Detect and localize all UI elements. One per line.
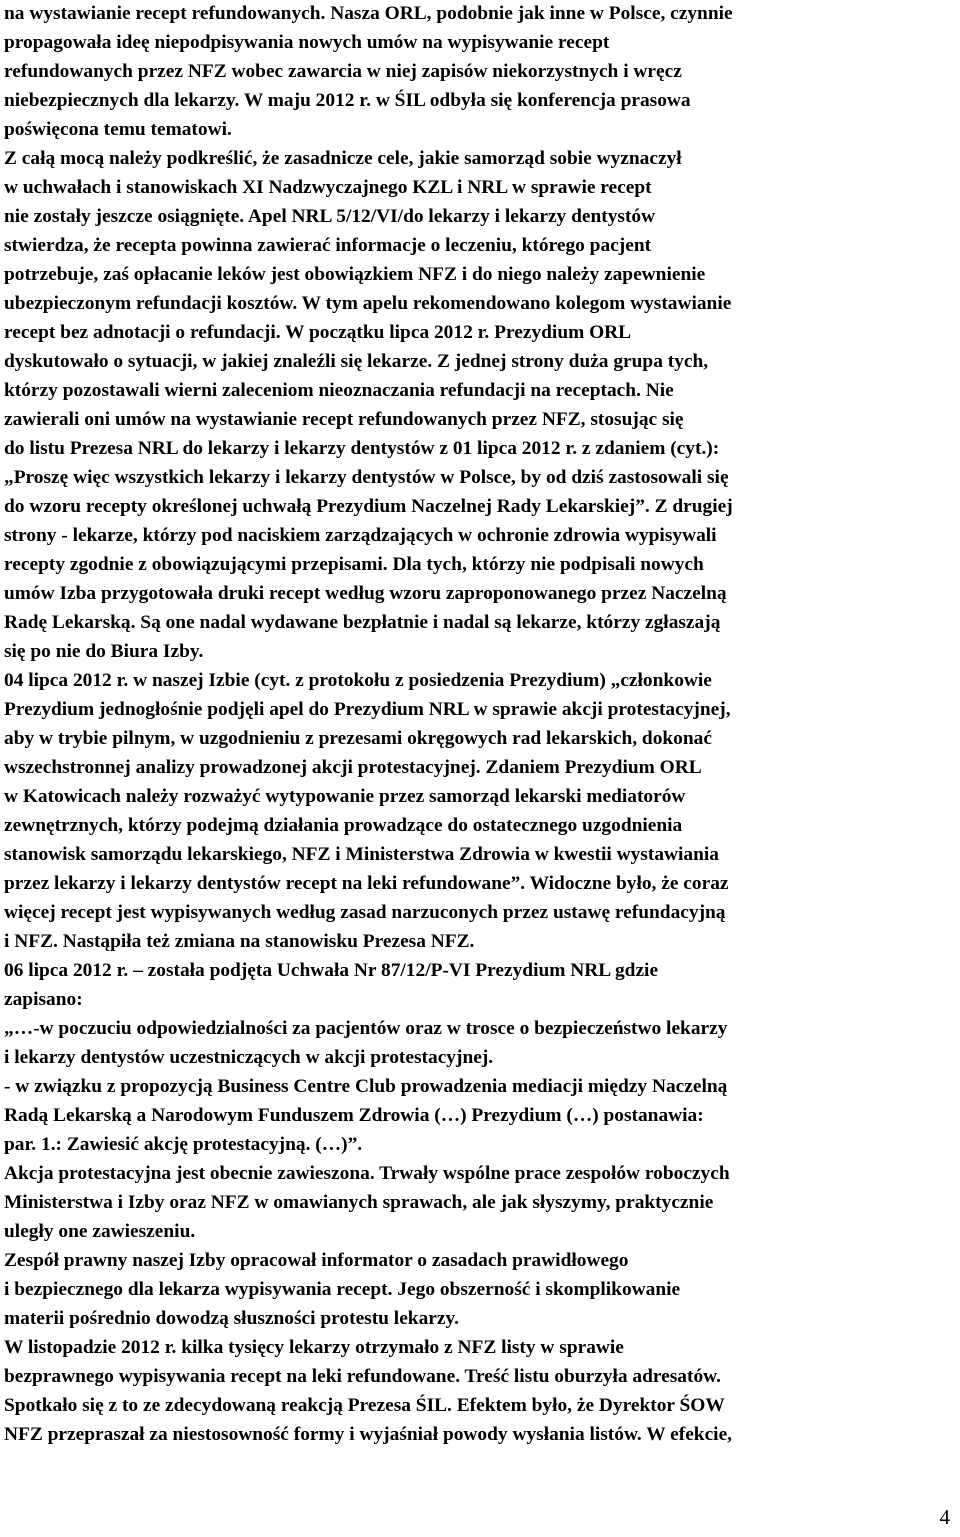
text-line: niebezpiecznych dla lekarzy. W maju 2012 r. w ŚIL odbyła się konferencja prasowa (4, 90, 691, 111)
text-line: Radą Lekarską a Narodowym Funduszem Zdrowia (…) Prezydium (…) postanawia: (4, 1105, 704, 1126)
text-line: w uchwałach i stanowiskach XI Nadzwyczajnego KZL i NRL w sprawie recept (4, 177, 652, 198)
text-line: stanowisk samorządu lekarskiego, NFZ i Ministerstwa Zdrowia w kwestii wystawiania (4, 844, 719, 865)
text-line: umów Izba przygotowała druki recept według wzoru zaproponowanego przez Naczelną (4, 583, 727, 604)
text-line: do listu Prezesa NRL do lekarzy i lekarzy dentystów z 01 lipca 2012 r. z zdaniem (cyt.): (4, 438, 720, 459)
text-line: „Proszę więc wszystkich lekarzy i lekarzy dentystów w Polsce, by od dziś zastosowali się (4, 467, 729, 488)
text-line: W listopadzie 2012 r. kilka tysięcy lekarzy otrzymało z NFZ listy w sprawie (4, 1337, 624, 1358)
text-line: 06 lipca 2012 r. – została podjęta Uchwała Nr 87/12/P-VI Prezydium NRL gdzie (4, 960, 659, 981)
text-line: stwierdza, że recepta powinna zawierać informacje o leczeniu, którego pacjent (4, 235, 652, 256)
text-line: wszechstronnej analizy prowadzonej akcji protestacyjnej. Zdaniem Prezydium ORL (4, 757, 702, 778)
text-line: NFZ przepraszał za niestosowność formy i wyjaśniał powody wysłania listów. W efekcie, (4, 1424, 733, 1445)
text-line: Z całą mocą należy podkreślić, że zasadnicze cele, jakie samorząd sobie wyznaczył (4, 148, 682, 169)
text-line: - w związku z propozycją Business Centre Club prowadzenia mediacji między Naczelną (4, 1076, 728, 1097)
text-line: par. 1.: Zawiesić akcję protestacyjną. (…)”. (4, 1134, 363, 1155)
text-line: Zespół prawny naszej Izby opracował informator o zasadach prawidłowego (4, 1250, 629, 1271)
text-line: dyskutowało o sytuacji, w jakiej znaleźli się lekarze. Z jednej strony duża grupa tych, (4, 351, 709, 372)
text-line: recepty zgodnie z obowiązującymi przepisami. Dla tych, którzy nie podpisali nowych (4, 554, 704, 575)
text-line: i lekarzy dentystów uczestniczących w akcji protestacyjnej. (4, 1047, 494, 1068)
text-line: recept bez adnotacji o refundacji. W początku lipca 2012 r. Prezydium ORL (4, 322, 632, 343)
text-line: Radę Lekarską. Są one nadal wydawane bezpłatnie i nadal są lekarze, którzy zgłaszają (4, 612, 721, 633)
text-line: do wzoru recepty określonej uchwałą Prezydium Naczelnej Rady Lekarskiej”. Z drugiej (4, 496, 733, 517)
text-line: zewnętrznych, którzy podejmą działania prowadzące do ostatecznego uzgodnienia (4, 815, 683, 836)
text-line: refundowanych przez NFZ wobec zawarcia w niej zapisów niekorzystnych i wręcz (4, 61, 682, 82)
text-line: w Katowicach należy rozważyć wytypowanie przez samorząd lekarski mediatorów (4, 786, 686, 807)
text-line: którzy pozostawali wierni zaleceniom nieoznaczania refundacji na receptach. Nie (4, 380, 674, 401)
text-line: propagowała ideę niepodpisywania nowych umów na wypisywanie recept (4, 32, 610, 53)
text-line: przez lekarzy i lekarzy dentystów recept na leki refundowane”. Widoczne było, że coraz (4, 873, 729, 894)
text-line: „…-w poczuciu odpowiedzialności za pacjentów oraz w trosce o bezpieczeństwo lekarzy (4, 1018, 728, 1039)
text-line: Spotkało się z to ze zdecydowaną reakcją Prezesa ŚIL. Efektem było, że Dyrektor ŚOW (4, 1395, 725, 1416)
document-page (4, 0, 956, 1537)
text-line: materii pośrednio dowodzą słuszności protestu lekarzy. (4, 1308, 459, 1329)
text-line: bezprawnego wypisywania recept na leki refundowane. Treść listu oburzyła adresatów. (4, 1366, 721, 1387)
text-line: Akcja protestacyjna jest obecnie zawieszona. Trwały wspólne prace zespołów roboczych (4, 1163, 730, 1184)
text-line: strony - lekarze, którzy pod naciskiem zarządzających w ochronie zdrowia wypisywali (4, 525, 717, 546)
page-number: 4 (939, 1505, 950, 1529)
text-line: zapisano: (4, 989, 83, 1010)
text-line: Prezydium jednogłośnie podjęli apel do Prezydium NRL w sprawie akcji protestacyjnej, (4, 699, 731, 720)
text-line: potrzebuje, zaś opłacanie leków jest obowiązkiem NFZ i do niego należy zapewnienie (4, 264, 706, 285)
text-line: poświęcona temu tematowi. (4, 119, 232, 140)
text-line: i NFZ. Nastąpiła też zmiana na stanowisku Prezesa NFZ. (4, 931, 475, 952)
text-line: nie zostały jeszcze osiągnięte. Apel NRL 5/12/VI/do lekarzy i lekarzy dentystów (4, 206, 656, 227)
text-line: i bezpiecznego dla lekarza wypisywania recept. Jego obszerność i skomplikowanie (4, 1279, 681, 1300)
text-line: zawierali oni umów na wystawianie recept refundowanych przez NFZ, stosując się (4, 409, 684, 430)
text-line: więcej recept jest wypisywanych według zasad narzuconych przez ustawę refundacyjną (4, 902, 726, 923)
text-line: uległy one zawieszeniu. (4, 1221, 196, 1242)
text-line: na wystawianie recept refundowanych. Nasza ORL, podobnie jak inne w Polsce, czynnie (4, 3, 733, 24)
text-line: 04 lipca 2012 r. w naszej Izbie (cyt. z protokołu z posiedzenia Prezydium) „członkowie (4, 670, 712, 691)
text-line: aby w trybie pilnym, w uzgodnieniu z prezesami okręgowych rad lekarskich, dokonać (4, 728, 712, 749)
text-line: się po nie do Biura Izby. (4, 641, 204, 662)
text-line: Ministerstwa i Izby oraz NFZ w omawianych sprawach, ale jak słyszymy, praktycznie (4, 1192, 714, 1213)
text-line: ubezpieczonym refundacji kosztów. W tym apelu rekomendowano kolegom wystawianie (4, 293, 732, 314)
